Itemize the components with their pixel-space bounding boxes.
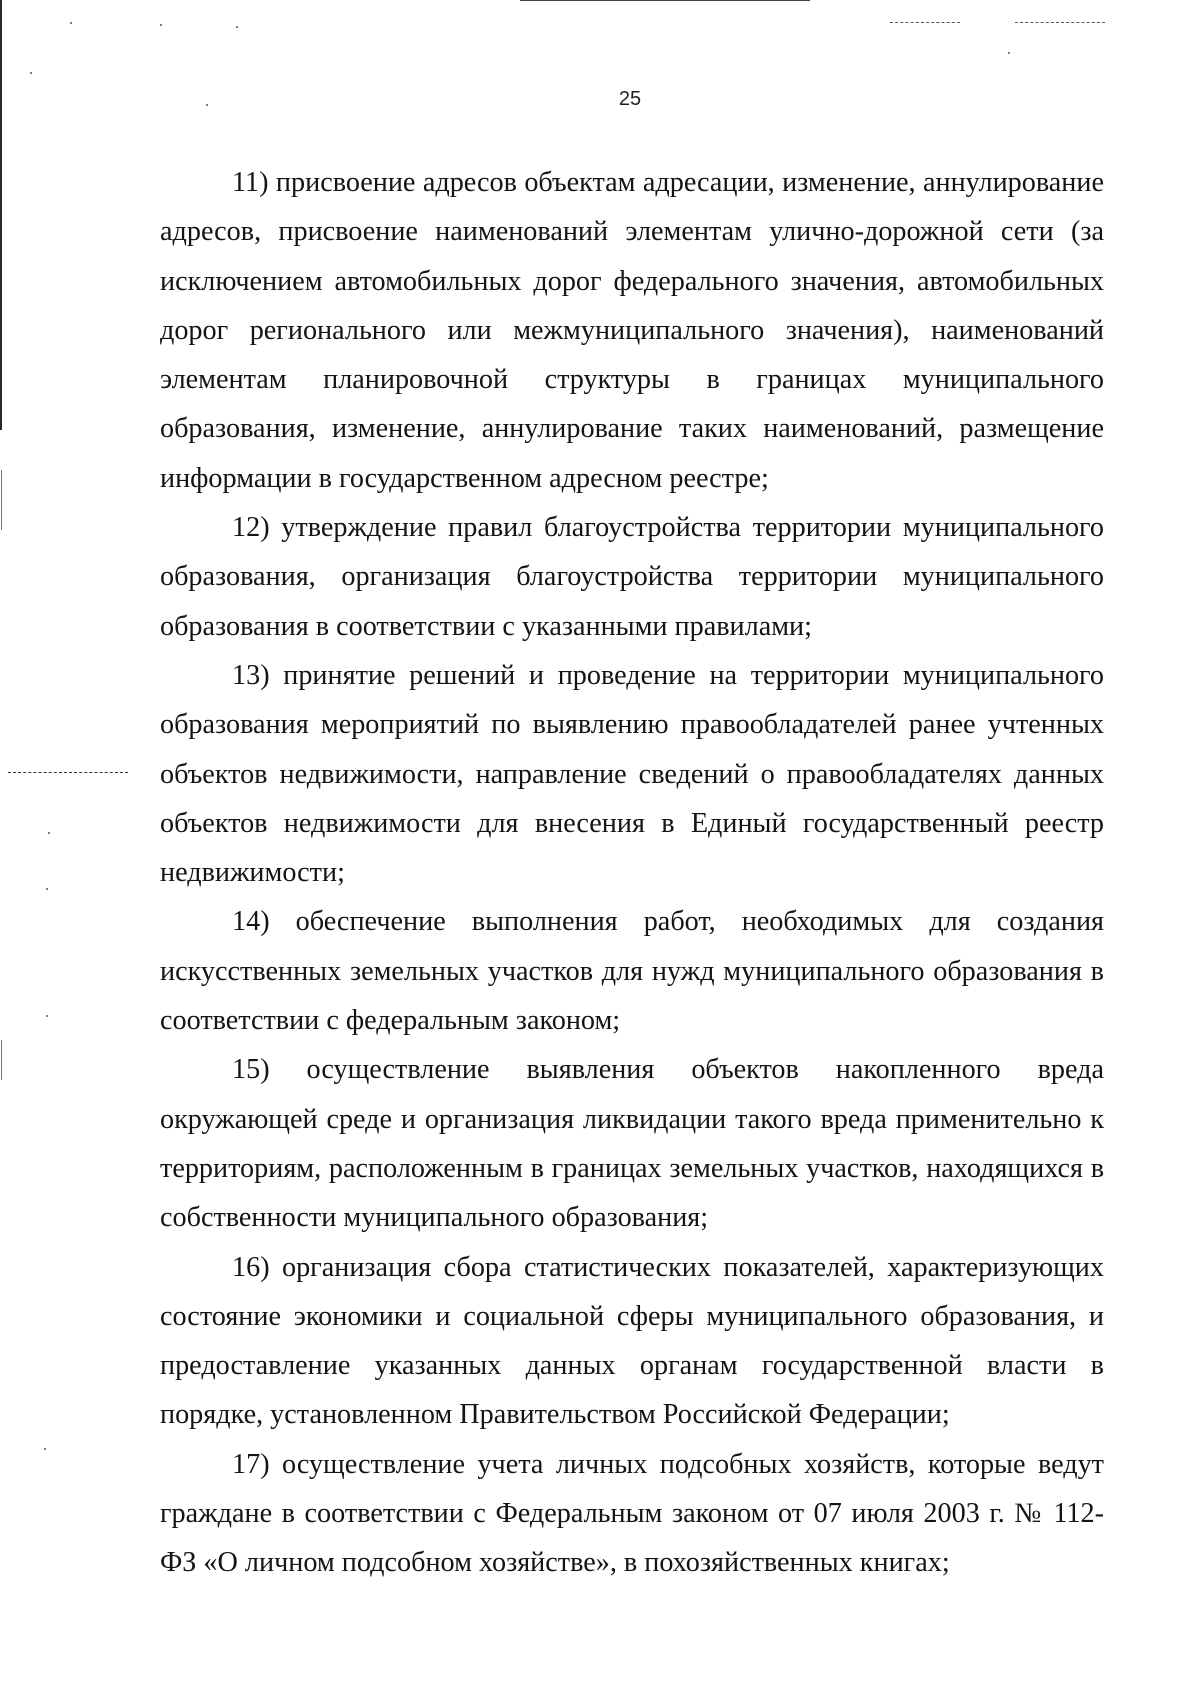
paragraph-item-17: 17) осуществление учета личных подсобных хозяйств, которые ведут граждане в соответствии с Федеральным законом от 07 июля 2003 г. № 112-ФЗ «О личном подсобном хозяйстве», в похозяйственных книгах; bbox=[160, 1448, 1104, 1579]
scan-speck bbox=[30, 72, 32, 74]
paragraph-item-14: 14) обеспечение выполнения работ, необходимых для создания искусственных земельных участков для нужд муниципального образования в соответствии с федеральным законом; bbox=[160, 906, 1104, 1037]
document-body bbox=[160, 158, 1104, 1588]
scan-speck bbox=[160, 24, 162, 26]
scan-top-dash bbox=[1015, 22, 1105, 24]
scan-speck bbox=[1008, 52, 1010, 54]
scan-speck bbox=[48, 832, 50, 834]
page-number: 25 bbox=[618, 88, 642, 110]
scan-speck bbox=[44, 1448, 46, 1450]
scan-speck bbox=[46, 888, 48, 890]
scan-top-line bbox=[520, 0, 810, 1]
scan-edge-shadow bbox=[0, 0, 2, 430]
paragraph-item-15: 15) осуществление выявления объектов накопленного вреда окружающей среде и организация ликвидации такого вреда применительно к территориям, расположенным в границах земельных участков, находящихся в собственности муниципального образования; bbox=[160, 1054, 1104, 1234]
margin-dash-mark bbox=[8, 772, 128, 774]
scan-top-dash bbox=[890, 22, 960, 24]
paragraph-item-11: 11) присвоение адресов объектам адресации, изменение, аннулирование адресов, присвоение наименований элементам улично-дорожной сети (за исключением автомобильных дорог федерального значения, автомобильных дорог регионального или межмуниципального значения), наименований элементам планировочной структуры в границах муниципального образования, изменение, аннулирование таких наименований, размещение информации в государственном адресном реестре; bbox=[160, 167, 1104, 494]
scan-speck bbox=[70, 22, 72, 24]
scan-edge-mark bbox=[1, 1040, 2, 1080]
paragraph-item-16: 16) организация сбора статистических показателей, характеризующих состояние экономики и социальной сферы муниципального образования, и предоставление указанных данных органам государственной власти в порядке, установленном Правительством Российской Федерации; bbox=[160, 1251, 1104, 1431]
paragraph-item-12: 12) утверждение правил благоустройства территории муниципального образования, организация благоустройства территории муниципального образования в соответствии с указанными правилами; bbox=[160, 512, 1104, 642]
scan-speck bbox=[46, 1015, 48, 1017]
scan-speck bbox=[236, 26, 238, 28]
scan-edge-mark bbox=[1, 470, 2, 530]
paragraph-item-13: 13) принятие решений и проведение на территории муниципального образования мероприятий по выявлению правообладателей ранее учтенных объектов недвижимости, направление сведений о правообладателях данных объектов недвижимости для внесения в Единый государственный реестр недвижимости; bbox=[160, 659, 1104, 889]
